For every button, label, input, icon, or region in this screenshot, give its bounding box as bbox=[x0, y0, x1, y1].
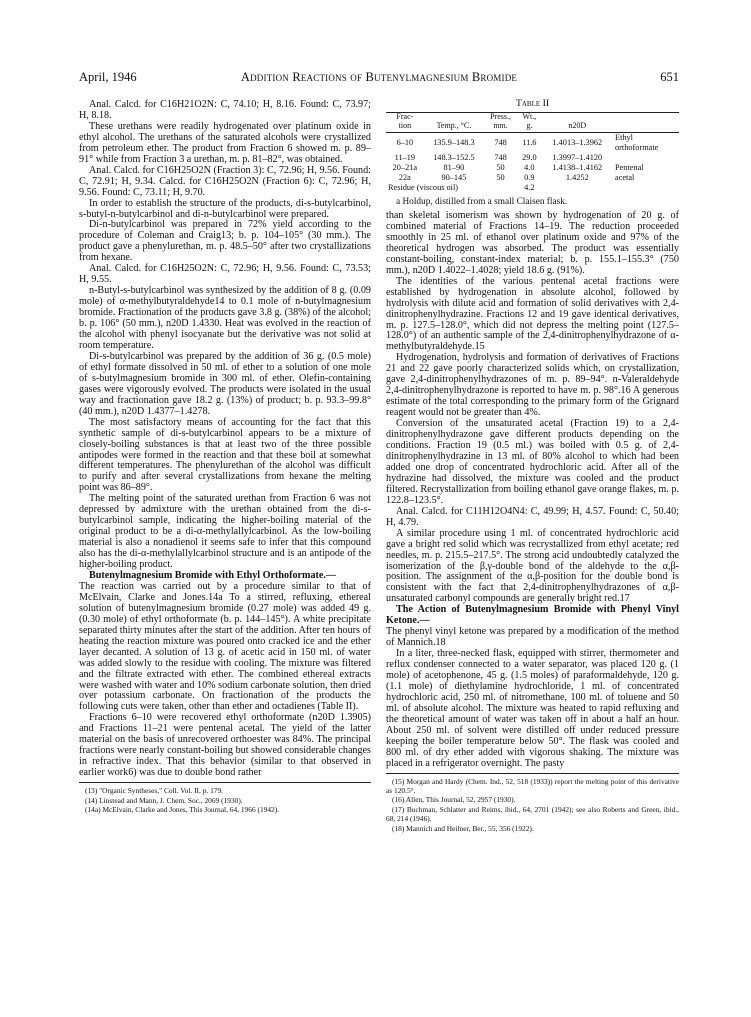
cell: 4.2 bbox=[524, 183, 535, 192]
footnote: (15) Morgan and Hardy (Chem. Ind., 52, 518 (1933)) report the melting point of this derivative as 120.5°. bbox=[386, 776, 679, 796]
body-paragraph: Hydrogenation, hydrolysis and formation of derivatives of Fractions 21 and 22 gave poorly characterized solids which, on crystallization, gave 2,4-dinitrophenylhydrazones of m. p. 89–94°. n-Valeraldehyde 2,4-dinitrophenylhydrazone is reported to have m. p. 98°.16 A generous estimate of the total corresponding to the primary form of the Grignard reagent would not be greater than 4%. bbox=[386, 352, 679, 419]
col-header-press: Press., mm. bbox=[490, 112, 511, 130]
body-paragraph: In a liter, three-necked flask, equipped with stirrer, thermometer and reflux condenser connected to a water separator, was placed 120 g. (1 mole) of acetophenone, 45 g. (1.5 moles) of paraformaldehyde, 120 g. (1.1 mole) of diethylamine hydrochloride, 1 ml. of concentrated hydrochloric acid, 250 ml. of nitromethane, 100 ml. of toluene and 50 ml. of absolute alcohol. The mixture was heated to rapid refluxing and the theoretical amount of water was taken off in about a half an hour. About 250 ml. of solvent were distilled off under reduced pressure keeping the boiler temperature below 50°. The flask was cooled and 800 ml. of dry ether added with vigorous shaking. The mixture was placed in a refrigerator overnight. The pasty bbox=[386, 648, 679, 769]
cell: 748 bbox=[494, 138, 507, 147]
section-heading bbox=[386, 605, 679, 627]
cell: 81–90 bbox=[443, 163, 465, 172]
cell: 6–10 bbox=[396, 138, 414, 147]
issue-date: April, 1946 bbox=[79, 70, 137, 84]
body-paragraph: A similar procedure using 1 ml. of concentrated hydrochloric acid gave a bright red solid which was recrystallized from ethyl acetate; red needles, m. p. 215.5–217.5°. The strong acid undoubtedly catalyzed the isomerization of the β,γ-double bond of the aldehyde to the α,β-position. The assignment of the α,β-position for the double bond is consistent with the fact that 2,4-dinitrophenylhydrazones of α,β-unsaturated carbonyl compounds are generally bright red.17 bbox=[386, 527, 679, 605]
footnote: (14) Linstead and Mann, J. Chem. Soc., 2069 (1930). bbox=[85, 795, 243, 805]
body-paragraph: Conversion of the unsaturated acetal (Fraction 19) to a 2,4-dinitrophenylhydrazone gave different products depending on the conditions. Fraction 19 (0.5 ml.) was boiled with 0.5 g. of 2,4-dinitrophenylhydrazine in 13 ml. of 80% alcohol to which had been added one drop of concentrated hydrochloric acid. After all of the hydrazine had dissolved, the mixture was cooled and the product filtered. Recrystallization from boiling ethanol gave orange flakes, m. p. 122.8–123.5°. bbox=[386, 418, 679, 506]
cell: 29.0 bbox=[522, 153, 537, 162]
body-paragraph: These urethans were readily hydrogenated over platinum oxide in ethyl alcohol. The urethans of the saturated alcohols were crystallized from petroleum ether. The product from Fraction 6 showed m. p. 89–91° while from Fraction 3 a urethan, m. p. 81–82°, was obtained. bbox=[79, 120, 371, 165]
body-paragraph: Di-s-butylcarbinol was prepared by the addition of 36 g. (0.5 mole) of ethyl formate dissolved in 50 ml. of ether to a solution of one mole of s-butylmagnesium bromide in 300 ml. of ether. Olefin-containing gases were vigorously evolved. The products were isolated in the usual way and fractionation gave 18.2 g. (13%) of product; b. p. 93.3–99.8° (40 mm.), n20D 1.4377–1.4278. bbox=[79, 350, 371, 417]
analysis-paragraph: Anal. Calcd. for C16H21O2N: C, 74.10; H, 8.16. Found: C, 73.97; H, 8.18. bbox=[79, 99, 371, 121]
body-paragraph: The most satisfactory means of accounting for the fact that this synthetic sample of di-s-butylcarbinol appears to be a mixture of closely-boiling substances is that at least two of the three possible antipodes were formed in the reaction and that these boil at somewhat different temperatures. The phenylurethan of the alcohol was difficult to purify and after several crystallizations from hexane the melting point was 86–89°. bbox=[79, 416, 371, 494]
table-footnote: a Holdup, distilled from a small Claisen flask. bbox=[396, 197, 568, 207]
cell: 748 bbox=[494, 153, 507, 162]
footnote: (13) "Organic Syntheses," Coll. Vol. II, p. 179. bbox=[85, 786, 224, 796]
analysis-paragraph: Anal. Calcd. for C16H25O2N (Fraction 3): C, 72.96; H, 9.56. Found: C, 72.91; H, 9.34. Calcd. for C16H25O2N (Fraction 6): C, 72.96; H, 9.56. Found: C, 73.11; H, 9.70. bbox=[79, 164, 371, 198]
footnotes-left bbox=[79, 782, 371, 814]
cell: 1.4013–1.3962 bbox=[552, 138, 603, 147]
footnote: (17) Buchman, Schlatter and Reims, ibid., 64, 2701 (1942); see also Roberts and Green, ibid., 68, 214 (1946). bbox=[386, 804, 679, 824]
cell: 11.6 bbox=[522, 138, 537, 147]
cell: 4.0 bbox=[524, 163, 535, 172]
col-header-temp: Temp., °C. bbox=[436, 120, 472, 130]
cell: 90–145 bbox=[441, 173, 467, 182]
cell: 20–21a bbox=[392, 163, 418, 172]
page-number: 651 bbox=[660, 70, 679, 84]
analysis-paragraph: Anal. Calcd. for C16H25O2N: C, 72.96; H, 9.56. Found: C, 73.53; H, 9.55. bbox=[79, 263, 371, 286]
table-row bbox=[386, 153, 679, 163]
body-paragraph: Fractions 6–10 were recovered ethyl orthoformate (n20D 1.3905) and Fractions 11–21 were pentenal acetal. The yield of the latter material on the basis of unrecovered orthoester was 84%. The principal fractions were nearly constant-boiling but showed considerable changes in refractive index. That this behavior (similar to that observed in earlier work6) was due to double bond rather bbox=[79, 712, 371, 779]
cell: acetal bbox=[615, 173, 635, 182]
cell: 1.4252 bbox=[565, 173, 589, 182]
cell: Pentenal bbox=[615, 163, 644, 172]
left-column bbox=[79, 100, 371, 814]
cell: 11–19 bbox=[394, 153, 416, 162]
body-paragraph: n-Butyl-s-butylcarbinol was synthesized by the addition of 8 g. (0.09 mole) of α-methylbutyraldehyde14 to 0.1 mole of n-butylmagnesium bromide. Fractionation of the products gave 3.8 g. (38%) of the alcohol; b. p. 106° (50 mm.), n20D 1.4330. Heat was evolved in the reaction of the alcohol with phenyl isocyanate but the derivative was not solid at room temperature. bbox=[79, 285, 371, 351]
fraction-table bbox=[386, 112, 679, 193]
body-paragraph: The reaction was carried out by a procedure similar to that of McElvain, Clarke and Jones.14a To a stirred, refluxing, ethereal solution of butenylmagnesium bromide (0.27 mole) was added 49 g. (0.30 mole) of ethyl orthoformate (b. p. 144–145°). A white precipitate separated thirty minutes after the start of the addition. After ten hours of heating the reaction mixture was poured onto cracked ice and the ether layer decanted. A solution of 13 g. of acetic acid in 150 ml. of water was added slowly to the residue with cooling. The mixture was filtered and the filtrate extracted with ether. The combined ethereal extracts were washed with water and 10% sodium carbonate solution, then dried over potassium carbonate. On fractionation of the products the following cuts were taken, other than ether and octadienes (Table II). bbox=[79, 580, 371, 713]
col-header-wt: Wt., g. bbox=[522, 112, 537, 130]
footnote: (16) Allen, This Journal, 52, 2957 (1930). bbox=[392, 795, 516, 805]
cell: Ethyl orthoformate bbox=[615, 133, 659, 152]
table-ii bbox=[386, 99, 679, 207]
cell bbox=[613, 153, 679, 163]
table-header-row bbox=[386, 113, 679, 133]
cell: Residue (viscous oil) bbox=[388, 183, 459, 192]
body-paragraph: than skeletal isomerism was shown by hydrogenation of 20 g. of combined material of Fractions 14–19. The reduction proceeded smoothly in 25 ml. of ethanol over platinum oxide and 97% of the theoretical hydrogen was absorbed. The product was essentially constant-boiling, constant-index material; b. p. 155.1–155.3° (750 mm.), n20D 1.4022–1.4028; yield 18.6 g. (91%). bbox=[386, 210, 679, 276]
col-header-index: n20D bbox=[568, 120, 587, 130]
col-header-fraction: Frac- tion bbox=[396, 112, 414, 130]
body-paragraph: In order to establish the structure of the products, di-s-butylcarbinol, s-butyl-n-butylcarbinol and di-n-butylcarbinol were prepared. bbox=[79, 197, 371, 220]
table-row bbox=[386, 173, 679, 183]
section-heading-text: Butenylmagnesium Bromide with Ethyl Orthoformate.— bbox=[89, 569, 337, 581]
running-head bbox=[79, 70, 679, 88]
cell: 50 bbox=[496, 173, 505, 182]
running-title: Addition Reactions of Butenylmagnesium Bromide bbox=[240, 70, 518, 84]
cell: 22a bbox=[398, 173, 411, 182]
cell bbox=[613, 183, 679, 193]
table-row bbox=[386, 183, 679, 193]
cell: 0.9 bbox=[524, 173, 535, 182]
footnote: (14a) McElvain, Clarke and Jones, This Journal, 64, 1966 (1942). bbox=[85, 804, 280, 814]
footnote: (18) Mannich and Heilner, Ber., 55, 356 (1922). bbox=[392, 823, 534, 833]
right-column bbox=[386, 99, 679, 833]
body-paragraph: The phenyl vinyl ketone was prepared by a modification of the method of Mannich.18 bbox=[386, 626, 679, 649]
table-row bbox=[386, 163, 679, 173]
cell: 135.9–148.3 bbox=[433, 138, 475, 147]
footnotes-right bbox=[386, 773, 679, 833]
table-title: Table II bbox=[515, 98, 550, 109]
cell: 50 bbox=[496, 163, 505, 172]
analysis-paragraph: Anal. Calcd. for C11H12O4N4: C, 49.99; H, 4.57. Found: C, 50.40; H, 4.79. bbox=[386, 505, 679, 528]
cell: 1.4138–1.4162 bbox=[552, 163, 603, 172]
body-paragraph: The melting point of the saturated urethan from Fraction 6 was not depressed by admixture with the urethan obtained from the di-s-butylcarbinol sample, indicating the higher-boiling material of the original product to be a di-α-methylallylcarbinol. As the low-boiling material is also a nonadienol it seems safe to infer that this compound also has the di-α-methylallylcarbinol structure and is an antipode of the higher-boiling product. bbox=[79, 493, 371, 571]
table-row bbox=[386, 133, 679, 154]
body-paragraph: Di-n-butylcarbinol was prepared in 72% yield according to the procedure of Coleman and Craig13; b. p. 104–105° (30 mm.). The product gave a phenylurethan, m. p. 48.5–50° after two crystallizations from hexane. bbox=[79, 219, 371, 264]
cell: 1.3997–1.4120 bbox=[552, 153, 603, 162]
body-paragraph: The identities of the various pentenal acetal fractions were established by hydrogenation in absolute alcohol, followed by hydrolysis with dilute acid and formation of solid derivatives with 2,4-dinitrophenylhydrazine. Fractions 12 and 19 gave identical derivatives, m. p. 127.5–128.0°, which did not depress the melting point (127.5–128.0°) of an authentic sample of the 2,4-dinitrophenylhydrazone of α-methylbutyraldehyde.15 bbox=[386, 275, 679, 353]
cell: 148.3–152.5 bbox=[433, 153, 475, 162]
cell bbox=[542, 183, 613, 193]
section-heading-text: The Action of Butenylmagnesium Bromide with Phenyl Vinyl Ketone.— bbox=[386, 604, 679, 627]
col-header-note bbox=[613, 113, 679, 133]
